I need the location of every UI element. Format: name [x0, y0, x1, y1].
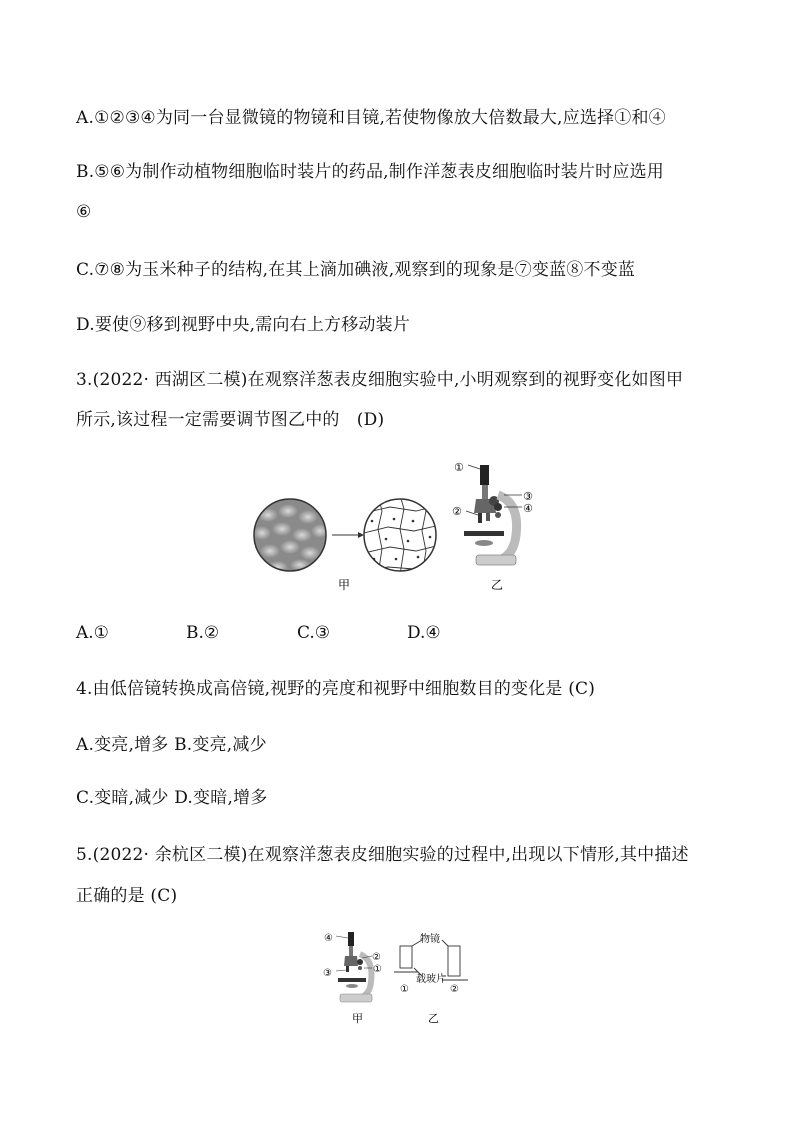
q3-callout-2: ② — [452, 505, 462, 518]
q3-option-d: D.④ — [407, 623, 441, 643]
q4-options-row1: A.变亮,增多 B.变亮,减少 — [76, 735, 267, 755]
q3-callout-1: ① — [454, 461, 464, 474]
q3-fig-label-jia: 甲 — [338, 578, 351, 592]
microscope-figure-jia — [336, 932, 372, 1002]
q5-label-slide: 载玻片 — [416, 974, 446, 985]
q3-callout-3: ③ — [523, 490, 533, 503]
q3-stem-line1: 3.(2022· 西湖区二模)在观察洋葱表皮细胞实验中,小明观察到的视野变化如图甲 — [76, 370, 684, 390]
q2-option-a: A.①②③④为同一台显微镜的物镜和目镜,若使物像放大倍数最大,应选择①和④ — [76, 108, 666, 128]
q5-mark-1: ① — [400, 984, 409, 995]
q3-option-c: C.③ — [297, 623, 331, 643]
q5-stem-line2: 正确的是 (C) — [76, 886, 178, 906]
q5-mark-2: ② — [450, 984, 459, 995]
q2-option-c: C.⑦⑧为玉米种子的结构,在其上滴加碘液,观察到的现象是⑦变蓝⑧不变蓝 — [76, 260, 636, 280]
q4-options-row2: C.变暗,减少 D.变暗,增多 — [76, 788, 268, 808]
q5-fig-label-yi: 乙 — [428, 1012, 439, 1025]
q2-option-b-line1: B.⑤⑥为制作动植物细胞临时装片的药品,制作洋葱表皮细胞临时装片时应选用 — [76, 162, 664, 182]
clear-cell-view — [364, 495, 440, 575]
q5-callout-1: ① — [373, 964, 382, 975]
microscope-figure-yi — [464, 465, 522, 565]
q3-option-a: A.① — [76, 623, 109, 643]
q5-figure — [318, 926, 478, 1028]
q3-figure — [250, 455, 550, 595]
q2-option-b-line2: ⑥ — [76, 202, 92, 222]
q5-label-objective: 物镜 — [420, 934, 440, 945]
arrow-icon — [332, 532, 364, 538]
q5-callout-4: ④ — [324, 933, 333, 944]
q3-callout-4: ④ — [523, 502, 533, 515]
q5-callout-3: ③ — [323, 968, 332, 979]
q4-stem: 4.由低倍镜转换成高倍镜,视野的亮度和视野中细胞数目的变化是 (C) — [76, 679, 596, 699]
q5-stem-line1: 5.(2022· 余杭区二模)在观察洋葱表皮细胞实验的过程中,出现以下情形,其中描述 — [76, 845, 689, 865]
q2-option-d: D.要使⑨移到视野中央,需向右上方移动装片 — [76, 315, 411, 335]
q5-callout-2: ② — [372, 952, 381, 963]
q3-fig-label-yi: 乙 — [491, 578, 504, 592]
q3-option-b: B.② — [186, 623, 220, 643]
blurred-cell-view — [250, 495, 330, 575]
q3-stem-line2: 所示,该过程一定需要调节图乙中的 (D) — [76, 410, 385, 430]
q5-fig-label-jia: 甲 — [352, 1012, 363, 1025]
